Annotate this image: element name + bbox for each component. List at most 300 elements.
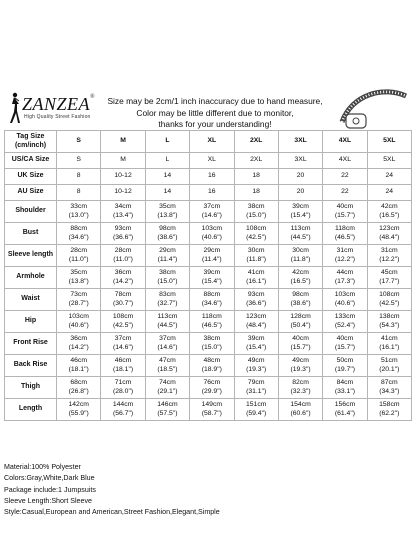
- row-label: Length: [5, 399, 57, 421]
- inch-value: (40.6"): [68, 321, 89, 329]
- cm-value: 42cm: [292, 269, 309, 276]
- cm-value: 37cm: [203, 203, 221, 210]
- measurement-cell: [323, 311, 367, 333]
- measurement-cell: [101, 377, 145, 399]
- cm-value: 38cm: [247, 203, 265, 210]
- measurement-cell: [278, 223, 322, 245]
- inch-value: (18.1"): [68, 365, 89, 373]
- cm-value: 38cm: [203, 335, 221, 342]
- cm-value: 142cm: [68, 401, 89, 408]
- cm-value: 76cm: [203, 379, 221, 386]
- cm-value: 36cm: [114, 269, 132, 276]
- fashion-figure-icon: [6, 92, 22, 124]
- size-cell: 8: [57, 185, 101, 201]
- measurement-cell: [190, 399, 234, 421]
- size-cell: 5XL: [367, 153, 411, 169]
- row-label: UK Size: [5, 169, 57, 185]
- measurement-cell: [190, 311, 234, 333]
- cm-value: 73cm: [70, 291, 87, 298]
- cm-value: 78cm: [114, 291, 132, 298]
- measurement-cell: [57, 201, 101, 223]
- inch-value: (61.4"): [334, 409, 356, 417]
- cm-value: 42cm: [381, 203, 398, 210]
- size-cell: 20: [278, 169, 322, 185]
- spec-material: Material:100% Polyester: [4, 463, 81, 471]
- table-header-row: [5, 131, 412, 153]
- measurement-cell: [323, 333, 367, 355]
- inch-value: (46.5"): [334, 233, 356, 241]
- inch-value: (17.7"): [379, 277, 400, 285]
- row-label: Thigh: [5, 377, 57, 399]
- inch-value: (50.4"): [290, 321, 311, 329]
- measurement-cell: [57, 355, 101, 377]
- product-specs: [4, 462, 412, 518]
- measurement-cell: [57, 399, 101, 421]
- measurement-cell: [367, 223, 411, 245]
- measurement-cell: [145, 399, 189, 421]
- inch-value: (15.0"): [157, 277, 178, 285]
- size-cell: L: [145, 153, 189, 169]
- cm-value: 79cm: [247, 379, 265, 386]
- inch-value: (13.4"): [112, 211, 134, 219]
- measurement-cell: [145, 245, 189, 267]
- cm-value: 158cm: [379, 401, 400, 408]
- cm-value: 88cm: [203, 291, 221, 298]
- cm-value: 149cm: [201, 401, 223, 408]
- measurement-cell: [234, 377, 278, 399]
- size-header: 2XL: [234, 131, 278, 153]
- measurement-cell: [101, 289, 145, 311]
- inch-value: (57.5"): [157, 409, 178, 417]
- inch-value: (15.7"): [334, 343, 356, 351]
- inch-value: (42.5"): [112, 321, 134, 329]
- measurement-cell: [234, 289, 278, 311]
- inch-value: (11.8"): [290, 255, 311, 263]
- inch-value: (34.6"): [68, 233, 89, 241]
- cm-value: 108cm: [112, 313, 134, 320]
- inch-value: (48.4"): [246, 321, 267, 329]
- spec-style: Style:Casual,European and American,Street Fashion,Elegant,Simple: [4, 508, 220, 517]
- measurement-cell: [190, 355, 234, 377]
- measurement-cell: [367, 377, 411, 399]
- spec-colors: Colors:Gray,White,Dark Blue: [4, 474, 95, 483]
- inch-value: (56.7"): [112, 409, 134, 417]
- cm-value: 88cm: [70, 225, 87, 232]
- measurement-cell: [101, 245, 145, 267]
- cm-value: 40cm: [292, 335, 309, 342]
- cm-value: 30cm: [292, 247, 309, 254]
- inch-value: (19.7"): [334, 365, 356, 373]
- size-cell: S: [57, 153, 101, 169]
- inch-value: (14.6"): [112, 343, 134, 351]
- measurement-notice: [100, 96, 330, 131]
- cm-value: 123cm: [245, 313, 267, 320]
- cm-value: 47cm: [159, 357, 176, 364]
- inch-value: (15.4"): [201, 277, 222, 285]
- cm-value: 41cm: [247, 269, 265, 276]
- measurement-row: [5, 267, 412, 289]
- inch-value: (15.0"): [246, 211, 267, 219]
- inch-value: (36.6"): [246, 299, 267, 307]
- cm-value: 103cm: [201, 225, 223, 232]
- measurement-cell: [57, 333, 101, 355]
- size-cell: 22: [323, 185, 367, 201]
- measurement-row: [5, 223, 412, 245]
- measurement-cell: [323, 245, 367, 267]
- inch-value: (38.6"): [290, 299, 311, 307]
- cm-value: 118cm: [201, 313, 222, 320]
- measurement-cell: [367, 245, 411, 267]
- inch-value: (19.3"): [290, 365, 311, 373]
- row-label: Sleeve length: [5, 245, 57, 267]
- inch-value: (12.2"): [334, 255, 356, 263]
- size-cell: M: [101, 153, 145, 169]
- cm-value: 138cm: [379, 313, 400, 320]
- measurement-cell: [190, 201, 234, 223]
- inch-value: (14.6"): [157, 343, 178, 351]
- inch-value: (13.8"): [157, 211, 178, 219]
- measurement-cell: [234, 267, 278, 289]
- cm-value: 45cm: [381, 269, 398, 276]
- size-header: M: [101, 131, 145, 153]
- cm-value: 154cm: [290, 401, 311, 408]
- measurement-cell: [101, 267, 145, 289]
- size-cell: 20: [278, 185, 322, 201]
- measurement-cell: [367, 333, 411, 355]
- spec-sleeve-length: Sleeve Length:Short Sleeve: [4, 496, 92, 505]
- size-header: 5XL: [367, 131, 411, 153]
- measurement-cell: [278, 289, 322, 311]
- cm-value: 146cm: [157, 401, 178, 408]
- measurement-row: [5, 377, 412, 399]
- cm-value: 46cm: [114, 357, 132, 364]
- measurement-cell: [234, 333, 278, 355]
- size-cell: 2XL: [234, 153, 278, 169]
- inch-value: (31.1"): [246, 387, 267, 395]
- measurement-cell: [190, 333, 234, 355]
- measurement-cell: [367, 201, 411, 223]
- measurement-cell: [190, 223, 234, 245]
- row-label: Front Rise: [5, 333, 57, 355]
- cm-value: 46cm: [70, 357, 87, 364]
- cm-value: 84cm: [336, 379, 354, 386]
- measurement-cell: [323, 223, 367, 245]
- measurement-row: [5, 201, 412, 223]
- measurement-cell: [145, 289, 189, 311]
- inch-value: (15.7"): [290, 343, 311, 351]
- measurement-cell: [234, 201, 278, 223]
- row-label: US/CA Size: [5, 153, 57, 169]
- measurement-cell: [323, 377, 367, 399]
- inch-value: (16.5"): [379, 211, 400, 219]
- cm-value: 87cm: [381, 379, 398, 386]
- size-cell: 14: [145, 185, 189, 201]
- inch-value: (55.9"): [68, 409, 89, 417]
- cm-value: 74cm: [159, 379, 176, 386]
- inch-value: (32.7"): [157, 299, 178, 307]
- inch-value: (14.2"): [112, 277, 134, 285]
- cm-value: 31cm: [336, 247, 354, 254]
- measurement-cell: [234, 311, 278, 333]
- inch-value: (11.4"): [201, 255, 222, 263]
- cm-value: 108cm: [379, 291, 400, 298]
- brand-name: ZANZEA: [22, 94, 91, 114]
- measurement-cell: [278, 245, 322, 267]
- inch-value: (40.6"): [201, 233, 222, 241]
- measurement-cell: [367, 289, 411, 311]
- header-label: [5, 131, 57, 153]
- cm-value: 39cm: [292, 203, 309, 210]
- measurement-row: [5, 399, 412, 421]
- inch-value: (11.0"): [113, 255, 133, 263]
- size-cell: 3XL: [278, 153, 322, 169]
- cm-value: 29cm: [203, 247, 221, 254]
- size-cell: 24: [367, 185, 411, 201]
- measurement-cell: [101, 399, 145, 421]
- inch-value: (46.5"): [201, 321, 222, 329]
- row-label: Waist: [5, 289, 57, 311]
- cm-value: 103cm: [334, 291, 356, 298]
- row-label: Bust: [5, 223, 57, 245]
- measurement-row: [5, 245, 412, 267]
- measurement-cell: [145, 223, 189, 245]
- cm-value: 68cm: [70, 379, 87, 386]
- size-header: 3XL: [278, 131, 322, 153]
- measurement-cell: [278, 377, 322, 399]
- measurement-cell: [145, 355, 189, 377]
- inch-value: (58.7"): [201, 409, 222, 417]
- cm-value: 30cm: [247, 247, 265, 254]
- notice-line: Color may be little different due to monitor,: [136, 107, 294, 118]
- size-header: L: [145, 131, 189, 153]
- size-cell: 10-12: [101, 169, 145, 185]
- size-conversion-row: [5, 169, 412, 185]
- measurement-cell: [367, 355, 411, 377]
- measurement-cell: [145, 311, 189, 333]
- inch-value: (28.7"): [68, 299, 89, 307]
- inch-value: (48.4"): [379, 233, 400, 241]
- measurement-row: [5, 289, 412, 311]
- inch-value: (15.4"): [246, 343, 267, 351]
- cm-value: 50cm: [336, 357, 354, 364]
- size-cell: 24: [367, 169, 411, 185]
- inch-value: (42.5"): [246, 233, 267, 241]
- cm-value: 49cm: [247, 357, 265, 364]
- inch-value: (11.0"): [68, 255, 89, 263]
- measurement-cell: [323, 201, 367, 223]
- measurement-cell: [101, 355, 145, 377]
- brand-logo: [22, 94, 95, 115]
- cm-value: 31cm: [381, 247, 398, 254]
- size-cell: 18: [234, 185, 278, 201]
- size-cell: 4XL: [323, 153, 367, 169]
- cm-value: 123cm: [379, 225, 400, 232]
- inch-value: (34.6"): [201, 299, 222, 307]
- inch-value: (29.9"): [201, 387, 222, 395]
- cm-value: 28cm: [114, 247, 132, 254]
- cm-value: 98cm: [159, 225, 176, 232]
- size-conversion-row: [5, 185, 412, 201]
- inch-value: (15.7"): [334, 211, 356, 219]
- size-cell: XL: [190, 153, 234, 169]
- inch-value: (29.1"): [157, 387, 178, 395]
- cm-value: 39cm: [247, 335, 265, 342]
- header-label-text: Tag Size (cm/inch): [14, 133, 47, 149]
- cm-value: 82cm: [292, 379, 309, 386]
- measurement-cell: [278, 201, 322, 223]
- cm-value: 113cm: [290, 225, 311, 232]
- row-label: AU Size: [5, 185, 57, 201]
- cm-value: 35cm: [159, 203, 176, 210]
- inch-value: (60.6"): [290, 409, 311, 417]
- cm-value: 98cm: [292, 291, 309, 298]
- measurement-cell: [323, 267, 367, 289]
- inch-value: (14.2"): [68, 343, 89, 351]
- measurement-cell: [145, 333, 189, 355]
- inch-value: (18.5"): [157, 365, 178, 373]
- inch-value: (34.3"): [379, 387, 400, 395]
- inch-value: (13.8"): [68, 277, 89, 285]
- measurement-cell: [278, 311, 322, 333]
- inch-value: (42.5"): [379, 299, 400, 307]
- cm-value: 133cm: [334, 313, 356, 320]
- inch-value: (14.6"): [201, 211, 222, 219]
- inch-value: (11.8"): [246, 255, 267, 263]
- size-cell: 22: [323, 169, 367, 185]
- cm-value: 128cm: [290, 313, 311, 320]
- cm-value: 44cm: [336, 269, 354, 276]
- inch-value: (18.1"): [112, 365, 134, 373]
- inch-value: (38.6"): [157, 233, 178, 241]
- measurement-cell: [278, 267, 322, 289]
- measurement-cell: [101, 201, 145, 223]
- registered-mark: ®: [90, 94, 96, 100]
- row-label: Shoulder: [5, 201, 57, 223]
- cm-value: 40cm: [336, 335, 354, 342]
- size-cell: 8: [57, 169, 101, 185]
- row-label: Armhole: [5, 267, 57, 289]
- measurement-row: [5, 355, 412, 377]
- size-conversion-row: [5, 153, 412, 169]
- measurement-cell: [145, 267, 189, 289]
- inch-value: (20.1"): [379, 365, 400, 373]
- cm-value: 103cm: [68, 313, 89, 320]
- cm-value: 71cm: [114, 379, 132, 386]
- row-label: Back Rise: [5, 355, 57, 377]
- cm-value: 156cm: [334, 401, 356, 408]
- measurement-cell: [101, 223, 145, 245]
- measurement-row: [5, 333, 412, 355]
- measurement-cell: [101, 333, 145, 355]
- cm-value: 37cm: [159, 335, 176, 342]
- measurement-cell: [278, 399, 322, 421]
- inch-value: (19.3"): [246, 365, 267, 373]
- measurement-cell: [57, 377, 101, 399]
- measurement-cell: [323, 355, 367, 377]
- measurement-cell: [367, 399, 411, 421]
- measurement-cell: [234, 355, 278, 377]
- measurement-cell: [57, 223, 101, 245]
- inch-value: (18.9"): [201, 365, 222, 373]
- measurement-cell: [278, 333, 322, 355]
- measurement-cell: [278, 355, 322, 377]
- measurement-row: [5, 311, 412, 333]
- cm-value: 49cm: [292, 357, 309, 364]
- inch-value: (15.4"): [290, 211, 311, 219]
- inch-value: (12.2"): [379, 255, 400, 263]
- measurement-cell: [234, 223, 278, 245]
- size-cell: 14: [145, 169, 189, 185]
- measurement-cell: [57, 245, 101, 267]
- cm-value: 38cm: [159, 269, 176, 276]
- inch-value: (44.5"): [290, 233, 311, 241]
- measurement-cell: [367, 311, 411, 333]
- size-header: XL: [190, 131, 234, 153]
- cm-value: 29cm: [159, 247, 176, 254]
- inch-value: (26.8"): [68, 387, 89, 395]
- inch-value: (13.0"): [68, 211, 89, 219]
- measurement-cell: [190, 289, 234, 311]
- inch-value: (52.4"): [334, 321, 356, 329]
- brand-tagline: High Quality Street Fashion: [24, 114, 91, 120]
- measurement-cell: [57, 289, 101, 311]
- inch-value: (16.1"): [379, 343, 400, 351]
- cm-value: 144cm: [112, 401, 134, 408]
- cm-value: 39cm: [203, 269, 221, 276]
- cm-value: 113cm: [157, 313, 178, 320]
- cm-value: 28cm: [70, 247, 87, 254]
- size-cell: 16: [190, 185, 234, 201]
- measurement-cell: [234, 245, 278, 267]
- cm-value: 93cm: [247, 291, 265, 298]
- row-label: Hip: [5, 311, 57, 333]
- measurement-cell: [234, 399, 278, 421]
- measurement-cell: [190, 377, 234, 399]
- measurement-cell: [190, 245, 234, 267]
- inch-value: (15.0"): [201, 343, 222, 351]
- cm-value: 118cm: [334, 225, 355, 232]
- size-table: [4, 130, 412, 421]
- cm-value: 40cm: [336, 203, 354, 210]
- inch-value: (30.7"): [112, 299, 134, 307]
- inch-value: (32.3"): [290, 387, 311, 395]
- inch-value: (62.2"): [379, 409, 400, 417]
- inch-value: (33.1"): [334, 387, 356, 395]
- spec-package: Package include:1 Jumpsuits: [4, 485, 96, 494]
- inch-value: (54.3"): [379, 321, 400, 329]
- measurement-cell: [101, 311, 145, 333]
- cm-value: 83cm: [159, 291, 176, 298]
- cm-value: 37cm: [114, 335, 132, 342]
- measurement-cell: [145, 377, 189, 399]
- measurement-cell: [57, 311, 101, 333]
- inch-value: (16.5"): [290, 277, 311, 285]
- cm-value: 51cm: [381, 357, 398, 364]
- measurement-cell: [57, 267, 101, 289]
- notice-line: Size may be 2cm/1 inch inaccuracy due to hand measure,: [107, 96, 323, 106]
- cm-value: 36cm: [70, 335, 87, 342]
- measurement-cell: [190, 267, 234, 289]
- cm-value: 108cm: [245, 225, 267, 232]
- cm-value: 34cm: [114, 203, 132, 210]
- cm-value: 35cm: [70, 269, 87, 276]
- measurement-cell: [323, 399, 367, 421]
- measurement-cell: [145, 201, 189, 223]
- size-header: 4XL: [323, 131, 367, 153]
- measuring-tape-icon: [338, 86, 410, 132]
- size-cell: 10-12: [101, 185, 145, 201]
- size-header: S: [57, 131, 101, 153]
